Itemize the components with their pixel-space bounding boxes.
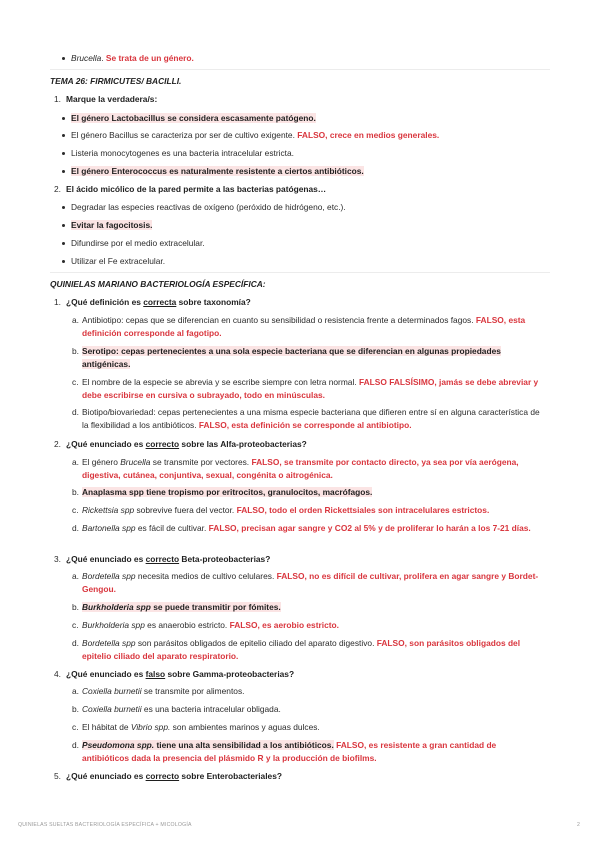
option-letter: d. [72,638,79,648]
option-item [71,237,547,250]
option-letter: a. [72,315,79,325]
answer-note: FALSO, se transmite por contacto directo, ya sea por vía aerógena, digestiva, cutánea, conjuntiva, sexual, congénita o aitrogénica. [82,457,519,480]
genus-name: Coxiella burnetii [82,686,142,696]
question-text: Marque la verdadera/s: [66,94,158,104]
genus-name: Bordetella spp [82,571,136,581]
question-number: 1. [54,94,61,104]
correct-option: El género Enterococcus es naturalmente resistente a ciertos antibióticos. [71,166,364,176]
option-text: es fácil de cultivar. [135,523,209,533]
answer-note: FALSO, es resistente a gran cantidad de antibióticos dada la presencia del plásmido R y la producción de biofilms. [82,740,497,763]
question-part: ¿Qué definición es [66,297,144,307]
question-text [66,770,546,783]
correct-option: Serotipo: cepas pertenecientes a una sola especie bacteriana que se diferencian en algunas propiedades antigénicas. [82,346,501,369]
correct-option: Anaplasma spp tiene tropismo por eritrocitos, granulocitos, macrófagos. [82,487,373,497]
answer-note: FALSO, todo el orden Rickettsiales son intracelulares estrictos. [236,505,490,515]
answer-note: FALSO, es aerobio estricto. [229,620,339,630]
list-item [71,52,547,65]
option-text: sobrevive fuera del vector. [134,505,237,515]
answer-note: FALSO, no es difícil de cultivar, prolifera en agar sangre y Bordet-Gengou. [82,571,539,594]
question-number: 4. [54,669,61,679]
question-keyword: falso [145,669,166,679]
question-number: 1. [54,297,61,307]
answer-note: FALSO, son parásitos obligados del epitelio ciliado del aparato respiratorio. [82,638,521,661]
answer-note: FALSO, crece en medios generales. [297,130,440,140]
genus-name: Pseudomona spp. [82,740,155,750]
option-text: son parásitos obligados de epitelio ciliado del aparato digestivo. [135,638,377,648]
genus-name: Burkholderia spp [82,620,145,630]
question-text [66,296,546,309]
correct-option: se puede transmitir por fómites. [150,602,281,612]
option-letter: b. [72,487,79,497]
question-part: ¿Qué enunciado es [66,554,146,564]
option-text: El género Bacillus se caracteriza por ser de cultivo exigente. [71,130,298,140]
option-item [71,129,547,142]
option-letter: b. [72,602,79,612]
option-text: son ambientes marinos y aguas dulces. [170,722,320,732]
question-keyword: correcto [145,771,180,781]
genus-name: Rickettsia spp [82,505,135,515]
option-text: Antibiotipo: cepas que se diferencian en cuanto su sensibilidad o resistencia frente a determinados fagos. [82,315,476,325]
question-text [66,668,546,681]
question-part: sobre Gamma-proteobacterias? [165,669,295,679]
option-text: Utilizar el Fe extracelular. [71,256,166,266]
answer-note: FALSO, esta definición se corresponde al antibiotipo. [198,419,412,430]
option-letter: c. [72,722,79,732]
question-part: ¿Qué enunciado es [66,669,146,679]
genus-name: Brucella [120,457,151,467]
option-text: El nombre de la especie se abrevia y se escribe siempre con letra normal. [82,377,359,387]
option-item [71,255,547,268]
option-item [71,201,547,214]
option-text: Listeria monocytogenes es una bacteria intracelular estricta. [71,148,294,158]
option-letter: c. [72,377,79,387]
question-number: 2. [54,184,61,194]
genus-name: Vibrio spp. [130,722,171,732]
section-heading-tema26: TEMA 26: FIRMICUTES/ BACILLI. [50,76,182,86]
question-keyword: correcta [143,297,177,307]
genus-name: Coxiella burnetii [82,704,142,714]
question-part: ¿Qué enunciado es [66,439,146,449]
option-letter: b. [72,704,79,714]
separator: . [101,53,106,63]
option-text: El hábitat de [82,722,131,732]
genus-name: Brucella [71,53,102,63]
answer-note: Se trata de un género. [105,53,194,63]
question-text: El ácido micólico de la pared permite a las bacterias patógenas… [66,184,327,194]
genus-name: Bordetella spp [82,638,136,648]
question-part: sobre Enterobacteriales? [179,771,282,781]
option-item [71,147,547,160]
genus-name: Burkholderia spp [82,602,151,612]
question-part: Beta-proteobacterias? [179,554,271,564]
correct-option: Evitar la fagocitosis. [71,220,153,230]
option-text: se transmite por vectores. [150,457,252,467]
question-text [66,438,546,451]
option-letter: d. [72,740,79,750]
option-item [71,219,547,232]
question-part: ¿Qué enunciado es [66,771,146,781]
option-letter: d. [72,523,79,533]
question-keyword: correcto [145,554,180,564]
question-number: 2. [54,439,61,449]
question-part: sobre las Alfa-proteobacterias? [179,439,307,449]
divider [50,272,550,273]
option-item [71,112,547,125]
option-text: El género [82,457,121,467]
divider [50,69,550,70]
option-letter: c. [72,620,79,630]
option-text: es anaerobio estricto. [144,620,230,630]
option-letter: b. [72,346,79,356]
option-letter: a. [72,457,79,467]
question-number: 3. [54,554,61,564]
correct-option: tiene una alta sensibilidad a los antibióticos. [154,740,334,750]
question-keyword: correcto [145,439,180,449]
question-part: sobre taxonomía? [176,297,251,307]
page-footer: QUINIELAS SUELTAS BACTERIOLOGÍA ESPECÍFICA + MICOLOGÍA [18,822,192,828]
question-text [66,553,546,566]
option-text: se transmite por alimentos. [141,686,245,696]
correct-option: El género Lactobacillus se considera escasamente patógeno. [71,113,316,123]
page-number: 2 [577,822,580,828]
genus-name: Bartonella spp [82,523,136,533]
option-item [71,165,547,178]
option-text: necesita medios de cultivo celulares. [135,571,277,581]
option-text: Degradar las especies reactivas de oxígeno (peróxido de hidrógeno, etc.). [71,202,346,212]
option-letter: a. [72,571,79,581]
option-letter: d. [72,407,79,417]
option-letter: c. [72,505,79,515]
option-letter: a. [72,686,79,696]
option-text: es una bacteria intracelular obligada. [141,704,281,714]
answer-note: FALSO FALSÍSIMO, jamás se debe abreviar y debe escribirse en cursiva o subrayado, todo en minúsculas. [82,377,539,400]
question-number: 5. [54,771,61,781]
answer-note: FALSO, precisan agar sangre y CO2 al 5% y de proliferar lo harán a los 7-21 días. [208,523,531,533]
section-heading-quinielas: QUINIELAS MARIANO BACTERIOLOGÍA ESPECÍFICA: [50,279,266,289]
option-text: Biotipo/biovariedad: cepas pertenecientes a una misma especie bacteriana que difieren entre sí en alguna característica de la flexibilidad a los antibióticos. [82,407,540,430]
answer-note: FALSO, esta definición corresponde al fagotipo. [82,315,526,338]
option-text: Difundirse por el medio extracelular. [71,238,205,248]
